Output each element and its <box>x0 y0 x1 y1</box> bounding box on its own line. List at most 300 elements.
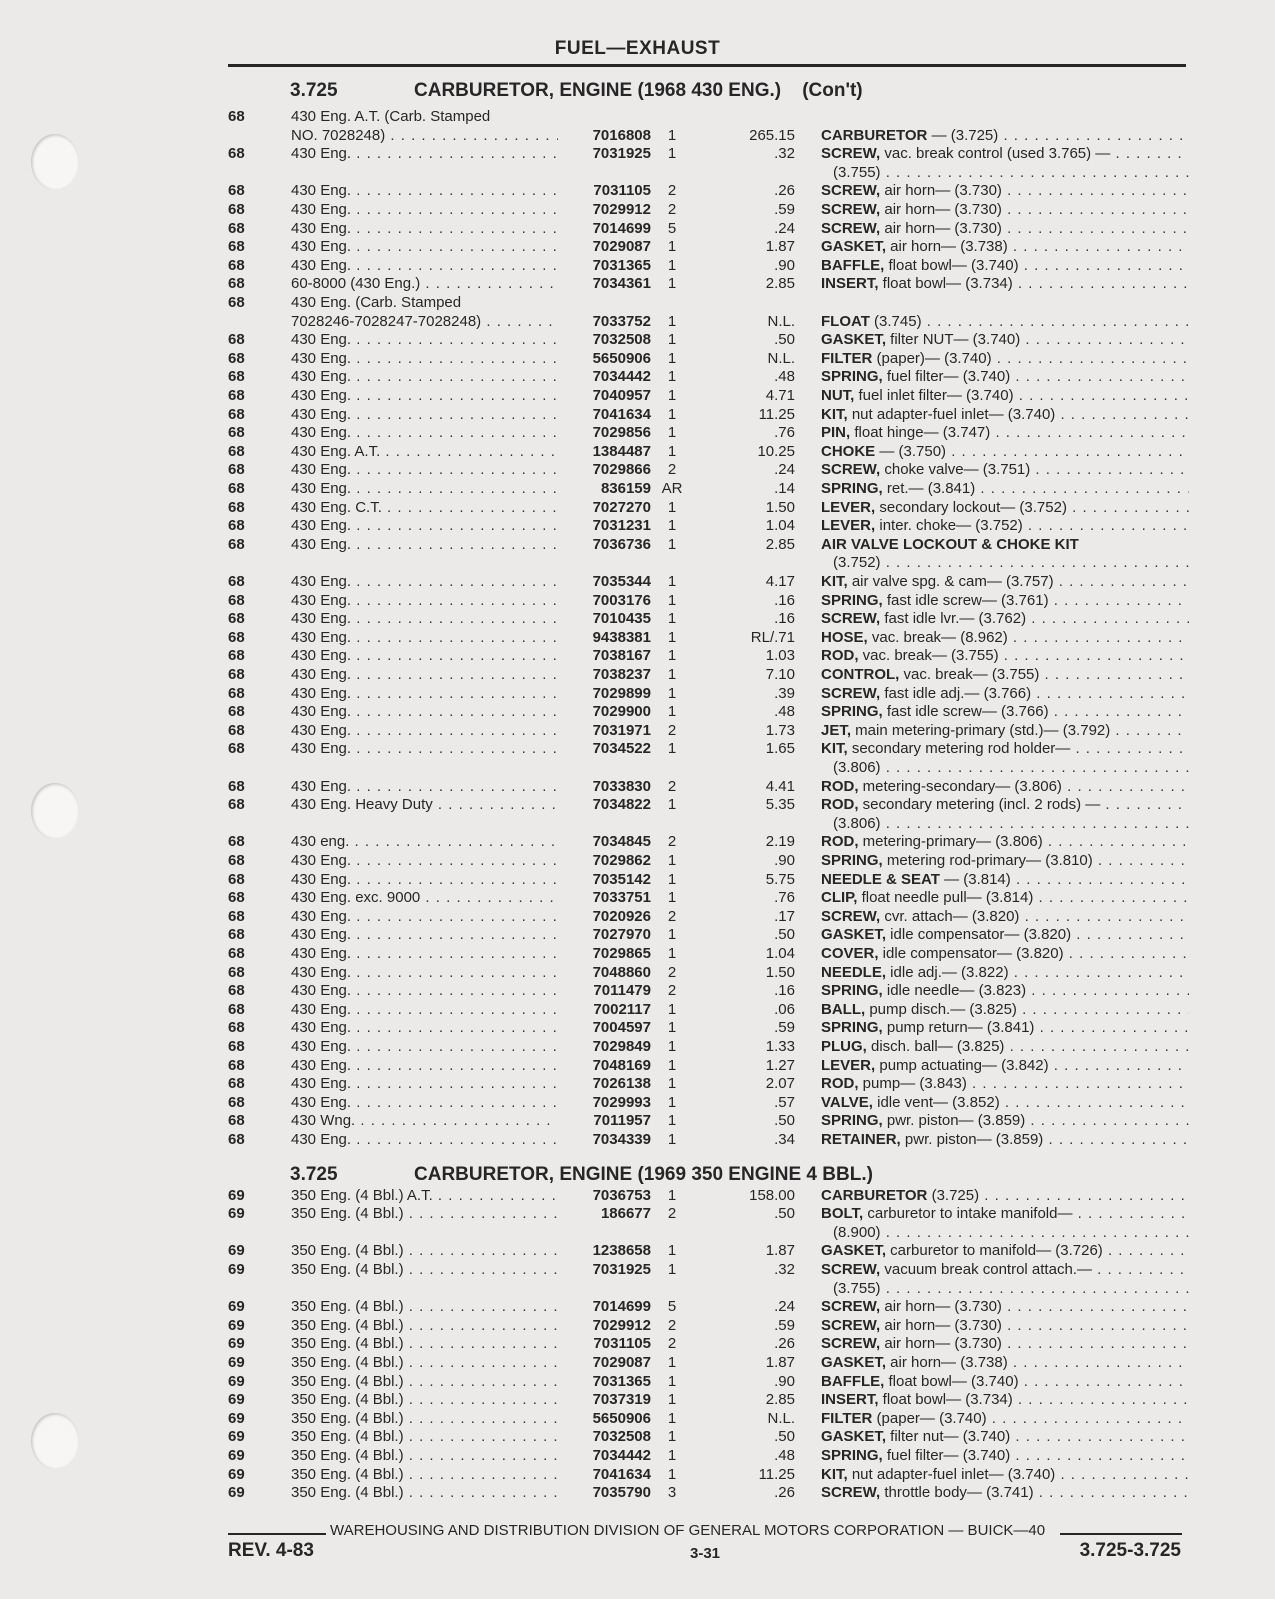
section-number: 3.725 <box>290 80 338 101</box>
description-keyword: KIT, <box>821 1465 848 1483</box>
part-number: 7029912 <box>592 1316 651 1334</box>
model-year: 68 <box>228 796 245 814</box>
description-keyword: GASKET, <box>821 1354 887 1371</box>
model-year: 68 <box>228 628 245 646</box>
description-text: — (3.725) <box>927 126 999 144</box>
price: 1.33 <box>765 1038 795 1055</box>
price: .26 <box>774 1335 795 1353</box>
description-text: (3.806) <box>833 759 881 776</box>
description-keyword: KIT, <box>821 573 848 590</box>
application: 430 Eng. . . . <box>291 1001 558 1019</box>
description-keyword: SCREW, <box>821 219 881 237</box>
quantity: 2 <box>667 721 677 739</box>
description-text: metering rod-primary— (3.810) <box>882 852 1093 869</box>
binder-hole-bottom <box>31 1413 79 1469</box>
model-year: 68 <box>228 1038 245 1055</box>
model-year: 69 <box>228 1354 245 1371</box>
description-text: (8.900) <box>833 1223 881 1241</box>
description-text: idle compensator— (3.820) <box>878 945 1064 962</box>
price: .24 <box>774 1298 795 1316</box>
model-year: 69 <box>228 1484 245 1502</box>
application: 430 Eng. . . . <box>291 1094 558 1112</box>
description <box>821 1280 1189 1298</box>
quantity: 1 <box>667 535 677 553</box>
price: .50 <box>774 1205 795 1223</box>
description-keyword: SCREW, <box>821 1335 881 1353</box>
model-year: 68 <box>228 349 245 367</box>
quantity: 1 <box>667 926 677 944</box>
description-keyword: SPRING, <box>821 591 883 609</box>
quantity: 1 <box>667 1075 677 1093</box>
description-text: choke valve— (3.751) <box>880 461 1031 479</box>
quantity: 1 <box>667 1112 677 1130</box>
part-number: 7041634 <box>592 1465 651 1483</box>
application: 430 Eng. exc. 9000 . . . <box>291 889 558 907</box>
quantity: 1 <box>667 1019 677 1037</box>
application: 430 Eng. . . . <box>291 778 558 796</box>
application: 430 Eng. . . . <box>291 1131 558 1149</box>
part-number: 7034845 <box>592 833 651 851</box>
description-keyword: ROD, <box>821 796 859 814</box>
application: 430 Eng. . . . <box>291 517 558 535</box>
model-year: 68 <box>228 219 245 237</box>
application: 430 Eng. . . . <box>291 871 558 889</box>
part-number: 7029862 <box>592 852 651 869</box>
part-number: 7029849 <box>592 1038 651 1055</box>
description <box>821 852 1189 870</box>
description-keyword: NEEDLE & SEAT <box>821 870 940 888</box>
description <box>821 1242 1189 1260</box>
description-text: idle needle— (3.823) <box>882 982 1027 1000</box>
quantity: 1 <box>667 1131 677 1148</box>
quantity: 2 <box>667 963 677 981</box>
model-year: 68 <box>228 1112 245 1130</box>
description-keyword: HOSE, <box>821 628 868 646</box>
description-keyword: ROD, <box>821 833 859 851</box>
price: RL/.71 <box>750 628 795 646</box>
application: 430 Eng. . . . <box>291 1019 558 1037</box>
description-keyword: SPRING, <box>821 368 883 386</box>
model-year: 68 <box>228 647 245 665</box>
application: 430 Eng. C.T. . . . <box>291 499 558 517</box>
quantity: 1 <box>667 1056 677 1074</box>
description <box>821 1466 1189 1484</box>
part-number: 5650906 <box>592 1409 651 1427</box>
application: 430 Eng. . . . <box>291 926 558 944</box>
quantity: 5 <box>667 219 677 237</box>
application: 350 Eng. (4 Bbl.) . . . <box>291 1205 558 1223</box>
description-text: pwr. piston— (3.859) <box>900 1131 1044 1148</box>
part-number: 7034339 <box>592 1131 651 1148</box>
description-text: carburetor to intake manifold— <box>863 1205 1073 1223</box>
description-text: (3.745) <box>869 312 922 330</box>
quantity: 1 <box>667 1242 677 1260</box>
price: 1.03 <box>765 647 795 665</box>
description-text: float needle pull— (3.814) <box>857 889 1034 907</box>
model-year: 68 <box>228 275 245 293</box>
description-keyword: ROD, <box>821 777 859 795</box>
part-number: 7041634 <box>592 405 651 423</box>
description <box>821 257 1189 275</box>
price: 1.04 <box>765 517 795 535</box>
description-text: air horn— (3.730) <box>880 1298 1002 1316</box>
description <box>821 703 1189 721</box>
part-number: 7027270 <box>592 498 651 516</box>
price: .48 <box>774 368 795 386</box>
description-keyword: BOLT, <box>821 1205 864 1223</box>
application: 430 Eng. . . . <box>291 461 558 479</box>
description-text: idle compensator— (3.820) <box>886 926 1072 944</box>
quantity: 1 <box>667 312 677 330</box>
description-keyword: BAFFLE, <box>821 1372 885 1390</box>
part-number: 7048169 <box>592 1056 651 1074</box>
price: .34 <box>774 1131 795 1148</box>
price: .48 <box>774 1447 795 1464</box>
quantity: 3 <box>667 1484 677 1502</box>
quantity: 2 <box>667 907 677 925</box>
application: 430 Eng. . . . <box>291 666 558 684</box>
quantity: 5 <box>667 1298 677 1316</box>
description <box>821 1131 1189 1149</box>
description-text: inter. choke— (3.752) <box>875 517 1023 535</box>
model-year: 68 <box>228 852 245 869</box>
description-keyword: GASKET, <box>821 238 887 256</box>
description <box>821 759 1189 777</box>
price: 7.10 <box>765 666 795 683</box>
price: 1.65 <box>765 740 795 758</box>
model-year: 68 <box>228 517 245 535</box>
part-number: 7004597 <box>592 1019 651 1037</box>
quantity: 1 <box>667 852 677 869</box>
model-year: 68 <box>228 256 245 274</box>
price: .24 <box>774 461 795 479</box>
description <box>821 406 1189 424</box>
price: 2.19 <box>765 833 795 851</box>
price: 2.85 <box>765 535 795 553</box>
description-keyword: SCREW, <box>821 145 881 163</box>
part-number: 7027970 <box>592 926 651 944</box>
description-keyword: COVER, <box>821 945 879 962</box>
part-number: 7031105 <box>593 182 651 200</box>
description <box>821 592 1189 610</box>
description-text: fuel filter— (3.740) <box>882 1447 1011 1464</box>
part-number: 7033830 <box>592 777 651 795</box>
price: .16 <box>774 610 795 628</box>
description-text: fast idle screw— (3.766) <box>882 703 1049 721</box>
price: .59 <box>774 201 795 218</box>
quantity: 1 <box>667 684 677 702</box>
part-number: 7035790 <box>592 1484 651 1502</box>
description-text: vacuum break control attach.— <box>880 1261 1092 1278</box>
model-year: 68 <box>228 145 245 163</box>
application: 350 Eng. (4 Bbl.) . . . <box>291 1410 558 1428</box>
description-text: — (3.750) <box>875 442 947 460</box>
description <box>821 554 1189 572</box>
description-keyword: KIT, <box>821 740 848 758</box>
description-keyword: SPRING, <box>821 1019 883 1037</box>
quantity: 1 <box>667 945 677 962</box>
quantity: 1 <box>667 238 677 256</box>
description-text: fuel filter— (3.740) <box>882 368 1011 386</box>
application: 430 Eng. . . . <box>291 1075 558 1093</box>
description-text: air horn— (3.730) <box>880 182 1002 200</box>
part-number: 7031925 <box>592 145 651 163</box>
description <box>821 201 1189 219</box>
footer-revision: REV. 4-83 <box>228 1540 314 1561</box>
model-year: 68 <box>228 1131 245 1148</box>
model-year: 68 <box>228 740 245 758</box>
quantity: 1 <box>667 889 677 907</box>
price: 2.85 <box>765 275 795 293</box>
description-text: cvr. attach— (3.820) <box>880 907 1020 925</box>
description-text: vac. break— (8.962) <box>867 628 1008 646</box>
description-text: main metering-primary (std.)— (3.792) <box>851 721 1111 739</box>
model-year: 68 <box>228 1000 245 1018</box>
application: 430 Eng. . . . <box>291 703 558 721</box>
price: .57 <box>774 1093 795 1111</box>
quantity: 1 <box>667 703 677 721</box>
description-text: idle vent— (3.852) <box>872 1093 1000 1111</box>
description-text: air horn— (3.730) <box>880 219 1002 237</box>
quantity: 1 <box>667 349 677 367</box>
model-year: 68 <box>228 387 245 404</box>
model-year: 68 <box>228 498 245 516</box>
quantity: 1 <box>667 1447 677 1464</box>
price: 2.85 <box>765 1391 795 1409</box>
description-keyword: GASKET, <box>821 331 887 349</box>
quantity: 1 <box>667 647 677 665</box>
quantity: 1 <box>667 591 677 609</box>
description-text: float bowl— (3.734) <box>878 1391 1013 1409</box>
description-keyword: SPRING, <box>821 982 883 1000</box>
description-text: air horn— (3.730) <box>880 1316 1002 1334</box>
model-year: 68 <box>228 1075 245 1093</box>
footer-range: 3.725-3.725 <box>1079 1540 1181 1561</box>
description-text: vac. break— (3.755) <box>858 647 999 665</box>
part-number: 7031365 <box>592 1372 651 1390</box>
part-number: 7031365 <box>592 256 651 274</box>
model-year: 69 <box>228 1316 245 1334</box>
description-keyword: GASKET, <box>821 1428 887 1446</box>
description-keyword: JET, <box>821 721 852 739</box>
description-keyword: CLIP, <box>821 889 858 907</box>
model-year: 68 <box>228 535 245 553</box>
price: .59 <box>774 1019 795 1037</box>
description-text: pump actuating— (3.842) <box>875 1056 1049 1074</box>
description <box>821 945 1189 963</box>
model-year: 68 <box>228 461 245 479</box>
description-text: filter nut— (3.740) <box>886 1428 1011 1446</box>
part-number: 7031105 <box>593 1335 651 1353</box>
description-keyword: ROD, <box>821 647 859 665</box>
description-keyword: SCREW, <box>821 610 881 628</box>
price: .26 <box>774 1484 795 1502</box>
part-number: 7032508 <box>592 331 651 349</box>
description <box>821 164 1189 182</box>
description-text: float bowl— (3.740) <box>884 1372 1019 1390</box>
price: 1.04 <box>765 945 795 962</box>
part-number: 7029993 <box>592 1093 651 1111</box>
model-year: 68 <box>228 982 245 1000</box>
description-text: (3.725) <box>927 1186 980 1204</box>
application: 430 Eng. . . . <box>291 573 558 591</box>
price: .76 <box>774 424 795 442</box>
part-number: 7029865 <box>592 945 651 962</box>
model-year: 69 <box>228 1465 245 1483</box>
part-number: 7037319 <box>592 1391 651 1409</box>
model-year: 68 <box>228 610 245 628</box>
model-year: 68 <box>228 684 245 702</box>
quantity: 1 <box>667 145 677 163</box>
model-year: 68 <box>228 963 245 981</box>
description-keyword: VALVE, <box>821 1093 873 1111</box>
model-year: 68 <box>228 331 245 349</box>
description-keyword: GASKET, <box>821 1242 887 1260</box>
description-keyword: INSERT, <box>821 1391 879 1409</box>
description <box>821 517 1189 535</box>
price: .32 <box>774 145 795 163</box>
description <box>821 536 1189 554</box>
description-keyword: SPRING, <box>821 852 883 869</box>
application: 430 Eng. . . . <box>291 722 558 740</box>
quantity: 1 <box>667 442 677 460</box>
part-number: 7038237 <box>592 666 651 683</box>
application: 430 Eng. (Carb. Stamped <box>291 294 462 311</box>
application: 350 Eng. (4 Bbl.) . . . <box>291 1447 558 1465</box>
application: 430 Eng. . . . <box>291 201 558 219</box>
description <box>821 313 1189 331</box>
application: 430 Eng. . . . <box>291 424 558 442</box>
application: 430 Eng. . . . <box>291 145 558 163</box>
description-keyword: BAFFLE, <box>821 256 885 274</box>
description-text: nut adapter-fuel inlet— (3.740) <box>847 405 1056 423</box>
price: .16 <box>774 591 795 609</box>
quantity: 2 <box>667 182 677 200</box>
model-year: 69 <box>228 1428 245 1446</box>
description <box>821 1335 1189 1353</box>
description-text: fuel inlet filter— (3.740) <box>854 387 1014 404</box>
model-year: 69 <box>228 1261 245 1278</box>
price: .14 <box>774 480 795 497</box>
footer-rule-right <box>1060 1533 1182 1535</box>
price: 1.87 <box>765 1354 795 1371</box>
description-keyword: SPRING, <box>821 703 883 721</box>
part-number: 7034361 <box>592 275 651 293</box>
description-text: metering-secondary— (3.806) <box>858 777 1062 795</box>
description <box>821 1019 1189 1037</box>
description-keyword: LEVER, <box>821 498 876 516</box>
price: 1.87 <box>765 238 795 256</box>
description <box>821 573 1189 591</box>
application: 430 Eng. . . . <box>291 945 558 963</box>
application: 430 Eng. . . . <box>291 238 558 256</box>
price: 11.25 <box>758 1465 795 1483</box>
description-text: (paper— (3.740) <box>872 1409 987 1427</box>
model-year: 69 <box>228 1298 245 1316</box>
price: 1.50 <box>765 963 795 981</box>
price: 1.27 <box>765 1056 795 1074</box>
price: .90 <box>774 1372 795 1390</box>
quantity: 1 <box>667 498 677 516</box>
quantity: 1 <box>667 387 677 404</box>
description-keyword: NEEDLE, <box>821 963 887 981</box>
description-text: (3.755) <box>833 163 881 181</box>
description-text: float bowl— (3.734) <box>878 275 1013 293</box>
quantity: 2 <box>667 1205 677 1223</box>
part-number: 7029900 <box>592 703 651 721</box>
model-year: 69 <box>228 1391 245 1409</box>
description-text: disch. ball— (3.825) <box>866 1038 1005 1055</box>
description <box>821 647 1189 665</box>
description-keyword: LEVER, <box>821 517 876 535</box>
application: 430 Eng. . . . <box>291 480 558 498</box>
description <box>821 1447 1189 1465</box>
description-text: pwr. piston— (3.859) <box>882 1112 1026 1130</box>
part-number: 7033751 <box>592 889 651 907</box>
quantity: 1 <box>667 1409 677 1427</box>
price: 4.71 <box>765 387 795 404</box>
quantity: 1 <box>667 573 677 590</box>
description-text: float bowl— (3.740) <box>884 256 1019 274</box>
description-keyword: FLOAT <box>821 312 870 330</box>
quantity: 2 <box>667 833 677 851</box>
application: 430 Eng. . . . <box>291 257 558 275</box>
price: 4.41 <box>765 777 795 795</box>
description <box>821 443 1189 461</box>
quantity: 1 <box>667 1038 677 1055</box>
description-keyword: SCREW, <box>821 907 881 925</box>
description <box>821 1428 1189 1446</box>
description <box>821 1038 1189 1056</box>
description <box>821 833 1189 851</box>
description <box>821 368 1189 386</box>
description <box>821 1391 1189 1409</box>
description <box>821 350 1189 368</box>
description <box>821 722 1189 740</box>
price: 1.87 <box>765 1242 795 1260</box>
part-number: 7029866 <box>592 461 651 479</box>
description <box>821 1410 1189 1428</box>
quantity: 1 <box>667 405 677 423</box>
application: NO. 7028248) . . . <box>291 127 558 145</box>
description-text: pump disch.— (3.825) <box>865 1000 1017 1018</box>
model-year: 69 <box>228 1335 245 1353</box>
part-number: 7029856 <box>592 424 651 442</box>
quantity: 1 <box>667 275 677 293</box>
application: 350 Eng. (4 Bbl.) . . . <box>291 1317 558 1335</box>
price: .24 <box>774 219 795 237</box>
part-number: 7011957 <box>593 1112 651 1130</box>
description <box>821 1298 1189 1316</box>
section-title: CARBURETOR, ENGINE (1968 430 ENG.) (Con't) <box>414 80 863 101</box>
description-text: (3.755) <box>833 1279 881 1297</box>
description-text: air valve spg. & cam— (3.757) <box>847 573 1054 590</box>
application: 350 Eng. (4 Bbl.) . . . <box>291 1428 558 1446</box>
part-number: 7031231 <box>592 517 651 535</box>
quantity: 1 <box>667 424 677 442</box>
footer-page-number: 3-31 <box>690 1545 721 1562</box>
quantity: 1 <box>667 1428 677 1446</box>
model-year: 68 <box>228 424 245 442</box>
description-keyword: SPRING, <box>821 1447 883 1464</box>
application: 430 Eng. . . . <box>291 982 558 1000</box>
part-number: 7036753 <box>592 1186 651 1204</box>
part-number: 7029087 <box>592 238 651 256</box>
model-year: 69 <box>228 1205 245 1223</box>
price: 5.75 <box>765 870 795 888</box>
application: 430 Eng. . . . <box>291 331 558 349</box>
description <box>821 796 1189 814</box>
